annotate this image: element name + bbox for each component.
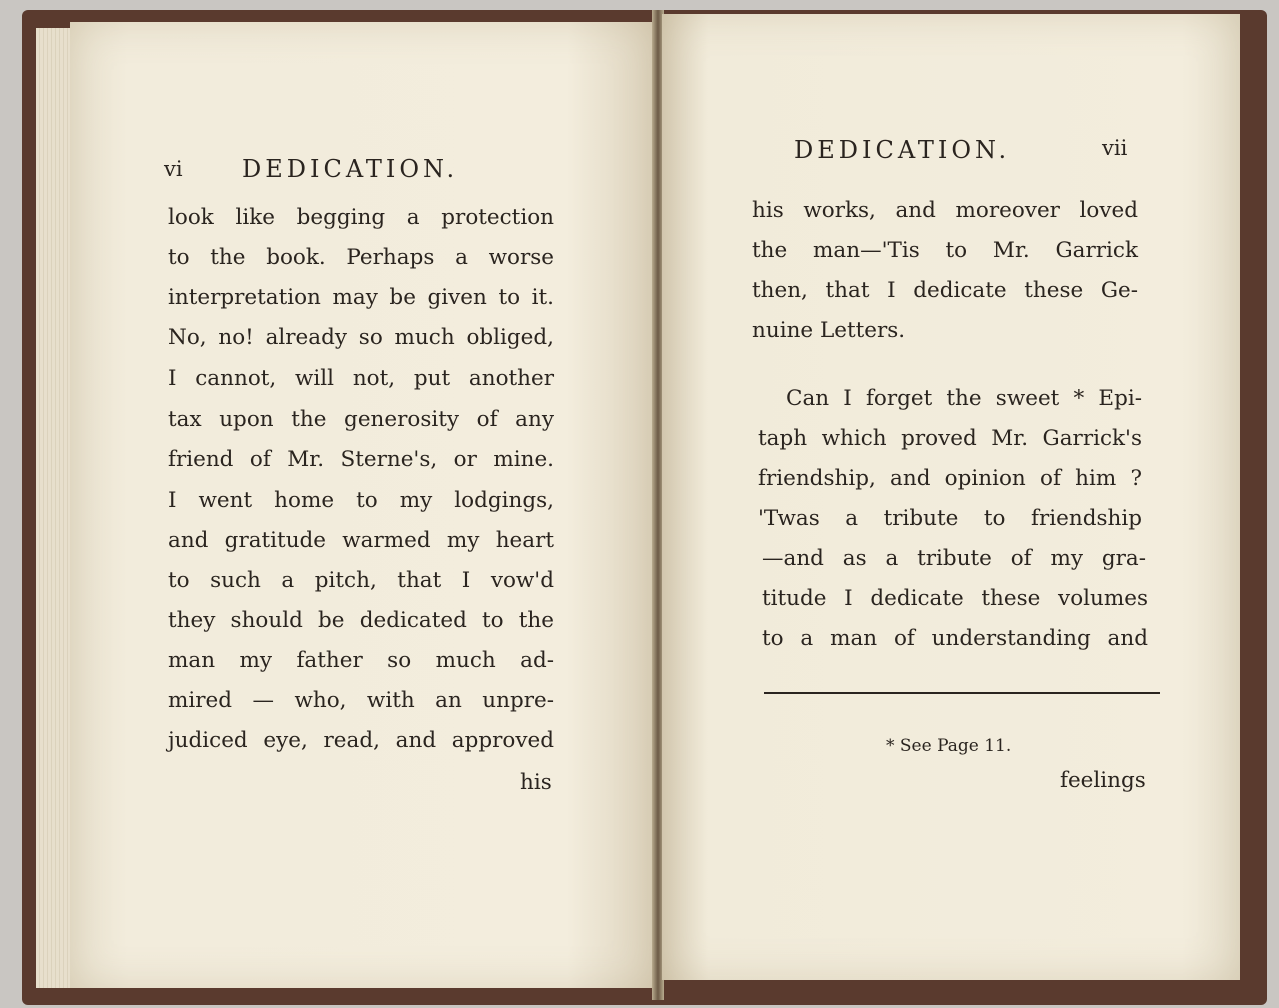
right-para2-line-3: friendship, and opinion of him ? xyxy=(758,466,1142,491)
left-line-12: man my father so much ad- xyxy=(168,648,554,673)
running-head-left: DEDICATION. xyxy=(242,155,459,183)
catchword-right: feelings xyxy=(1060,768,1146,793)
footnote: * See Page 11. xyxy=(886,736,1012,756)
right-para2-line-2: taph which proved Mr. Garrick's xyxy=(758,426,1142,451)
left-line-10: to such a pitch, that I vow'd xyxy=(168,568,554,593)
right-page xyxy=(662,14,1240,980)
left-line-11: they should be dedicated to the xyxy=(168,608,554,633)
right-line-2: the man—'Tis to Mr. Garrick xyxy=(752,238,1138,263)
left-line-8: I went home to my lodgings, xyxy=(168,488,554,513)
left-line-2: to the book. Perhaps a worse xyxy=(168,245,554,270)
left-line-13: mired — who, with an unpre- xyxy=(168,688,554,713)
page-number-right: vii xyxy=(1102,136,1128,160)
right-line-4: nuine Letters. xyxy=(752,318,906,343)
left-line-14: judiced eye, read, and approved xyxy=(168,728,554,753)
footnote-rule xyxy=(764,692,1160,694)
running-head-right: DEDICATION. xyxy=(794,136,1011,164)
left-line-1: look like begging a protection xyxy=(168,205,554,230)
left-line-3: interpretation may be given to it. xyxy=(168,285,554,310)
left-line-6: tax upon the generosity of any xyxy=(168,407,554,432)
right-line-1: his works, and moreover loved xyxy=(752,198,1138,223)
left-page xyxy=(70,22,655,988)
catchword-left: his xyxy=(520,770,552,795)
left-line-7: friend of Mr. Sterne's, or mine. xyxy=(168,447,554,472)
left-line-9: and gratitude warmed my heart xyxy=(168,528,554,553)
page-number-left: vi xyxy=(164,157,183,181)
right-para2-line-5: —and as a tribute of my gra- xyxy=(762,546,1146,571)
left-line-5: I cannot, will not, put another xyxy=(168,366,554,391)
right-para2-line-4: 'Twas a tribute to friendship xyxy=(758,506,1142,531)
right-para2-line-1: Can I forget the sweet * Epi- xyxy=(786,386,1142,411)
right-para2-line-7: to a man of understanding and xyxy=(762,626,1148,651)
right-line-3: then, that I dedicate these Ge- xyxy=(752,278,1138,303)
page-edges xyxy=(36,28,72,988)
left-line-4: No, no! already so much obliged, xyxy=(168,325,554,350)
right-para2-line-6: titude I dedicate these volumes xyxy=(762,586,1148,611)
